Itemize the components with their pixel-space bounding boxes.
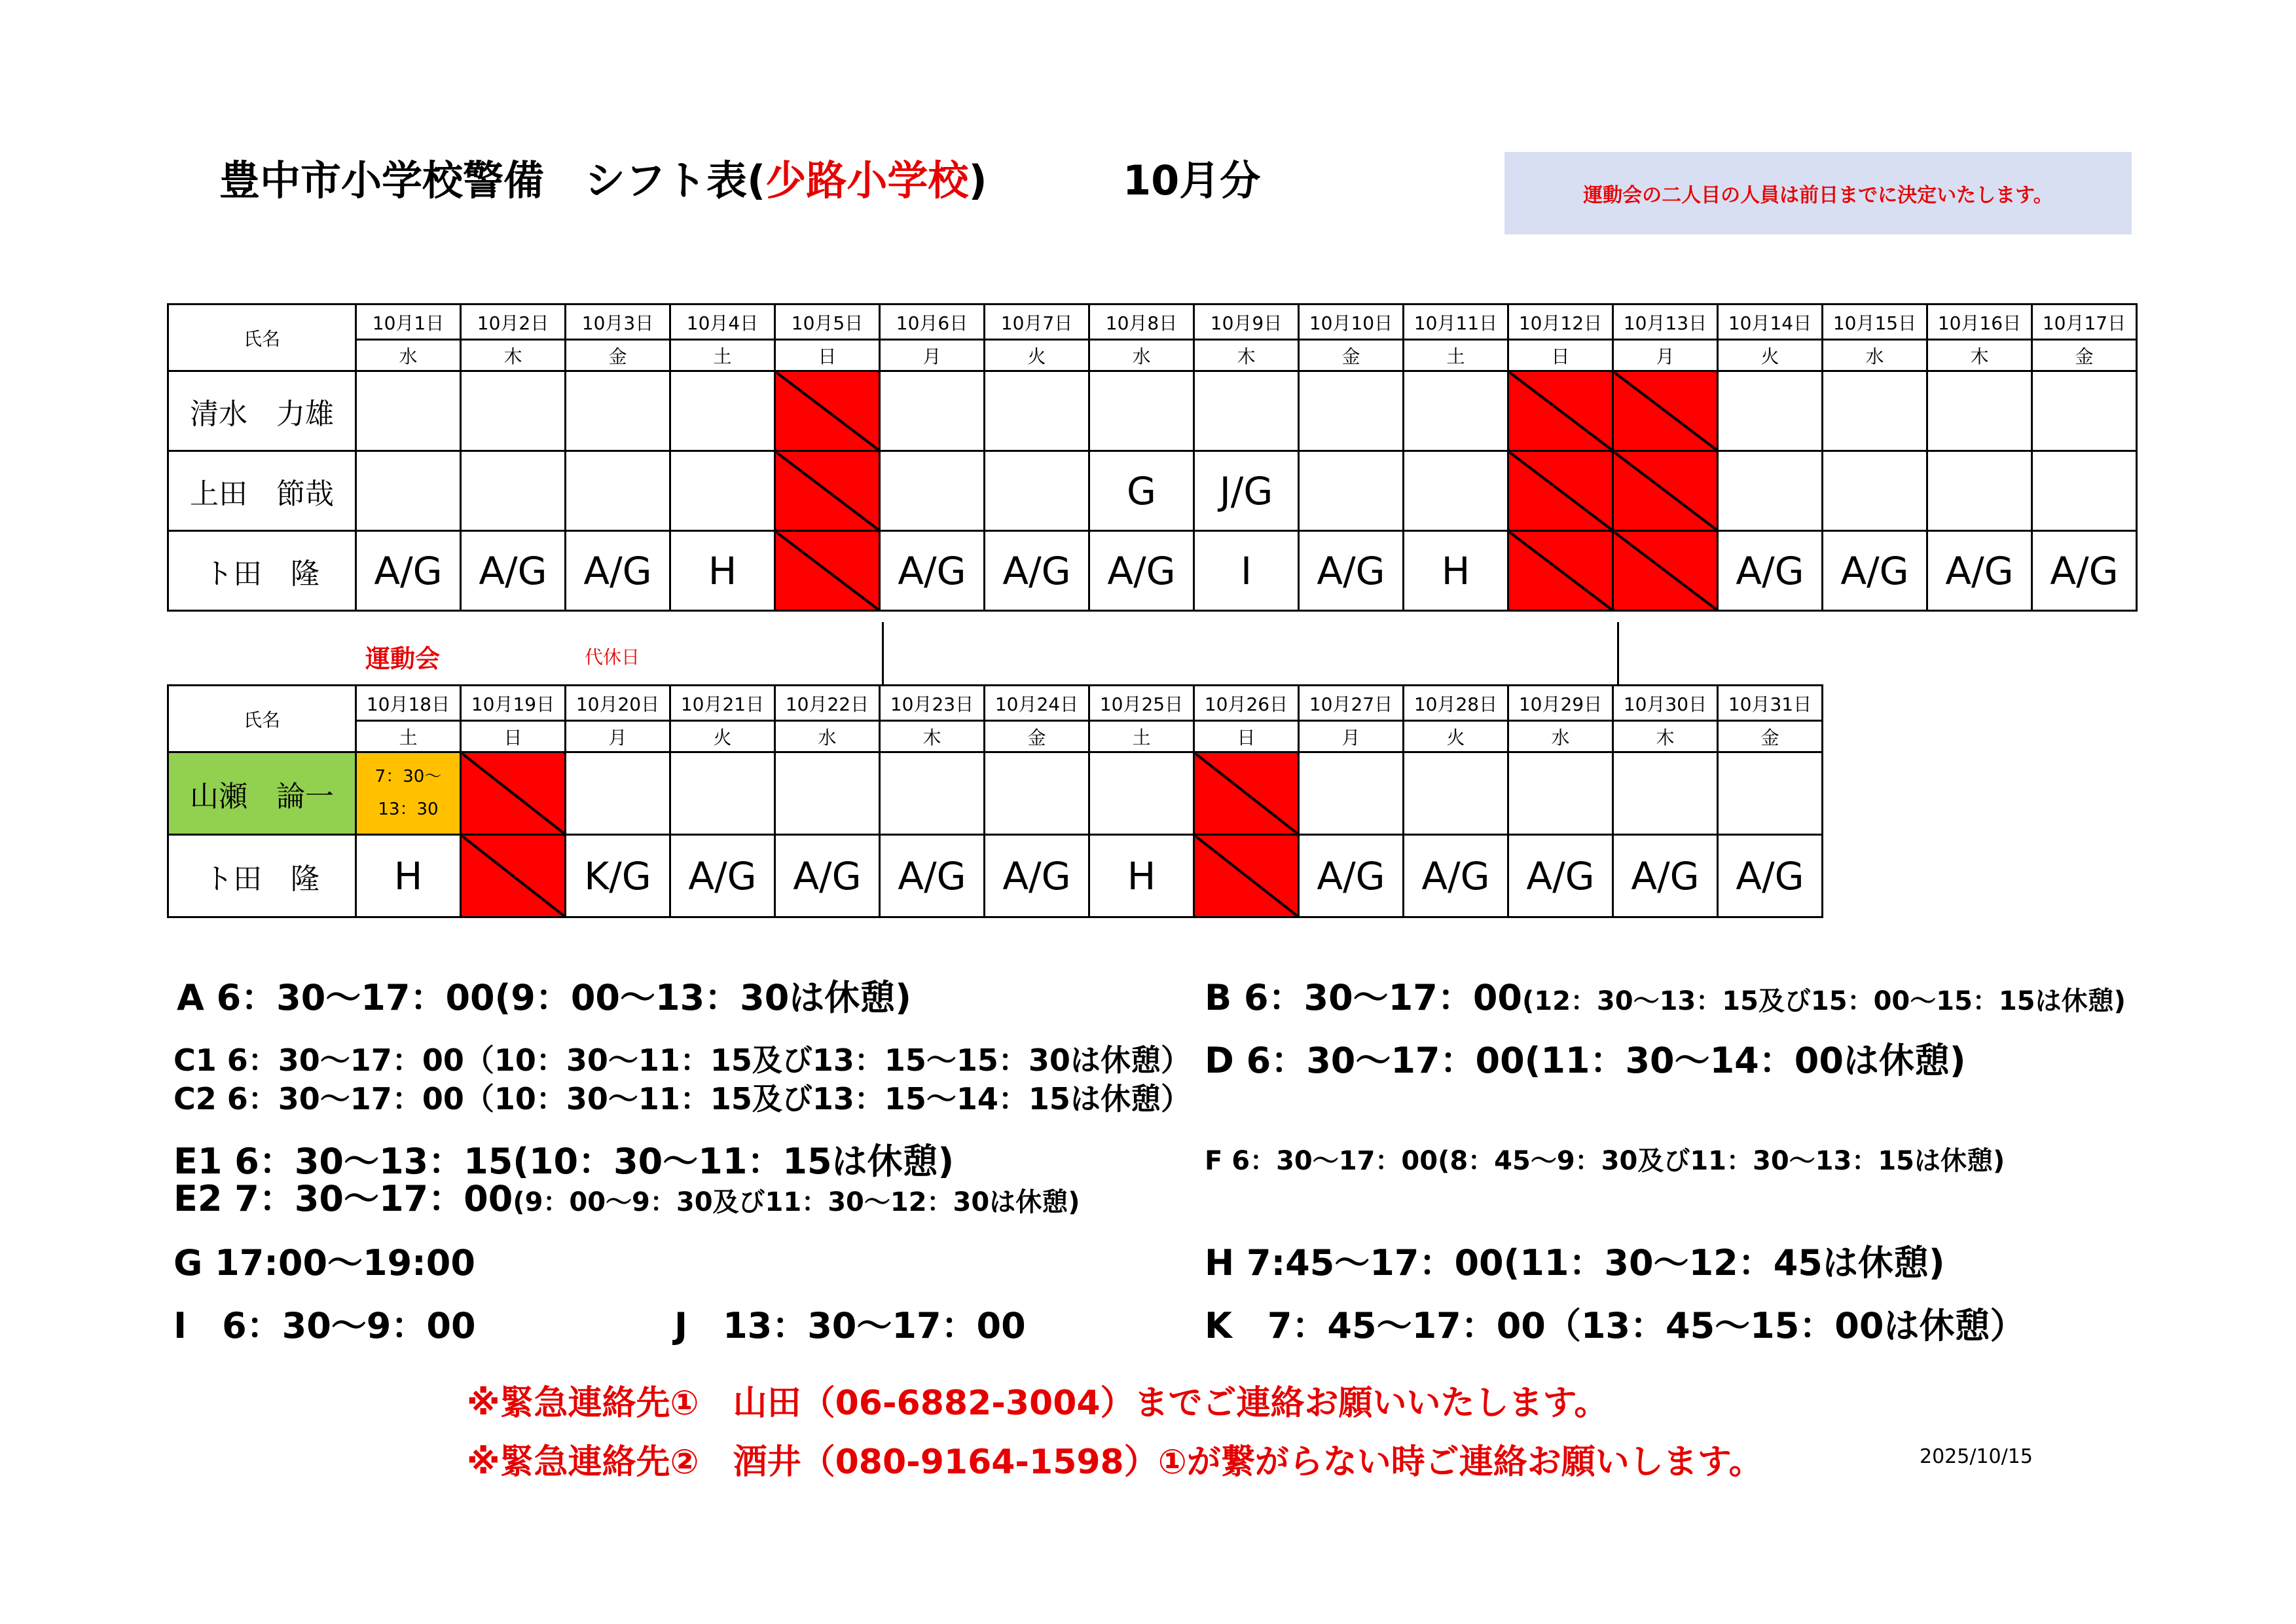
weekday-header: 水 [1089,340,1194,371]
shift-cell: G [1089,451,1194,531]
shift-cell [670,752,775,835]
staff-row [168,371,2137,451]
page-title [219,157,1261,204]
date-header: 10月6日 [880,304,985,340]
legend-k: K 7：45～17：00（13：45～15：00は休憩） [1205,1305,2026,1346]
date-header: 10月18日 [356,686,461,721]
legend-c1: C1 6：30～17：00（10：30～11：15及び13：15～15：30は休憩） [173,1043,1191,1078]
shift-cell: A/G [1718,531,1823,611]
shift-cell: A/G [356,531,461,611]
shift-cell [356,371,461,451]
date-header: 10月19日 [461,686,566,721]
shift-cell [1089,752,1194,835]
date-header: 10月3日 [566,304,670,340]
weekday-header: 月 [880,340,985,371]
date-header: 10月10日 [1299,304,1404,340]
weekday-header: 木 [461,340,566,371]
staff-row [168,451,2137,531]
shift-cell [880,752,985,835]
shift-cell [1089,371,1194,451]
shift-cell: A/G [1613,835,1718,917]
shift-cell [566,752,670,835]
shift-cell [1927,371,2032,451]
shift-cell [1823,451,1927,531]
legend-h: H 7:45～17：00(11：30～12：45は休憩) [1205,1242,1945,1283]
day-off-cell [775,531,880,611]
day-off-cell [1508,371,1613,451]
shift-cell: A/G [1299,835,1404,917]
day-off-cell [1613,451,1718,531]
shift-cell [461,371,566,451]
shift-cell [1299,451,1404,531]
legend-e1: E1 6：30～13：15(10：30～11：15は休憩) [173,1141,955,1182]
weekday-header: 土 [670,340,775,371]
legend-j: J 13：30～17：00 [674,1305,1026,1346]
date-header: 10月30日 [1613,686,1718,721]
weekday-header: 土 [356,721,461,752]
shift-cell: A/G [566,531,670,611]
shift-cell [1404,371,1508,451]
weekday-header: 日 [1508,340,1613,371]
date-header: 10月2日 [461,304,566,340]
date-header: 10月17日 [2032,304,2137,340]
date-header: 10月13日 [1613,304,1718,340]
date-header: 10月26日 [1194,686,1299,721]
shift-cell [1404,451,1508,531]
weekday-header: 木 [1613,721,1718,752]
shift-cell [1927,451,2032,531]
divider-line [1617,622,1619,684]
shift-cell [880,371,985,451]
day-off-cell [1613,531,1718,611]
shift-cell: A/G [670,835,775,917]
legend-a: A 6：30～17：00(9：00～13：30は休憩) [177,977,911,1018]
shift-cell [670,371,775,451]
date-header: 10月29日 [1508,686,1613,721]
shift-cell [1718,752,1823,835]
shift-cell: A/G [1823,531,1927,611]
weekday-header: 土 [1404,340,1508,371]
shift-cell [566,371,670,451]
shift-cell: A/G [985,531,1089,611]
date-header: 10月16日 [1927,304,2032,340]
emergency-contact-2: ※緊急連絡先② 酒井（080-9164-1598）①が繋がらない時ご連絡お願いします。 [467,1443,1763,1482]
title-prefix: 豊中市小学校警備 シフト表( [219,157,766,204]
legend-b-note: (12：30～13：15及び15：00～15：15は休憩) [1522,986,2126,1016]
notice-box [1504,152,2132,234]
shift-cell [2032,371,2137,451]
shift-cell: H [356,835,461,917]
staff-name: 清水 力雄 [168,371,356,451]
shift-cell [1404,752,1508,835]
date-header: 10月15日 [1823,304,1927,340]
date-header: 10月25日 [1089,686,1194,721]
title-suffix: ) [968,157,987,204]
emergency-contact-1: ※緊急連絡先① 山田（06-6882-3004）までご連絡お願いいたします。 [467,1384,1609,1423]
legend-b-main: B 6：30～17：00 [1205,977,1522,1018]
shift-cell [1718,371,1823,451]
weekday-header: 月 [566,721,670,752]
shift-cell [1299,752,1404,835]
legend-c2: C2 6：30～17：00（10：30～11：15及び13：15～14：15は休憩） [173,1081,1191,1116]
weekday-header: 水 [1823,340,1927,371]
shift-cell: A/G [985,835,1089,917]
date-header: 10月20日 [566,686,670,721]
weekday-header: 木 [1194,340,1299,371]
shift-cell [566,451,670,531]
weekday-header: 木 [1927,340,2032,371]
shift-cell: H [1089,835,1194,917]
date-header: 10月4日 [670,304,775,340]
title-month: 10月分 [1123,157,1261,204]
shift-table-second-half [167,684,1823,918]
shift-cell: A/G [880,835,985,917]
shift-cell [1718,451,1823,531]
shift-cell: A/G [461,531,566,611]
shift-cell: A/G [1508,835,1613,917]
legend-d: D 6：30～17：00(11：30～14：00は休憩) [1205,1040,1966,1081]
day-off-cell [1508,451,1613,531]
weekday-header: 日 [461,721,566,752]
weekday-header: 金 [2032,340,2137,371]
date-header: 10月23日 [880,686,985,721]
weekday-header: 金 [1718,721,1823,752]
date-header: 10月14日 [1718,304,1823,340]
day-off-cell [775,371,880,451]
shift-cell: A/G [1089,531,1194,611]
legend-e2 [173,1178,1080,1219]
shift-cell: I [1194,531,1299,611]
shift-cell [1299,371,1404,451]
shift-cell: A/G [1299,531,1404,611]
staff-row [168,835,1823,917]
shift-cell [880,451,985,531]
shift-cell [985,451,1089,531]
legend-i: I 6：30～9：00 [173,1305,476,1346]
shift-cell: A/G [1927,531,2032,611]
date-header: 10月27日 [1299,686,1404,721]
legend-f: F 6：30～17：00(8：45～9：30及び11：30～13：15は休憩) [1205,1146,2005,1176]
date-header: 10月5日 [775,304,880,340]
day-off-cell [1613,371,1718,451]
sports-day-label: 運動会 [365,644,441,673]
shift-cell [461,451,566,531]
shift-cell: J/G [1194,451,1299,531]
weekday-header: 金 [1299,340,1404,371]
legend-b [1205,977,2126,1018]
date-header: 10月28日 [1404,686,1508,721]
weekday-header: 金 [566,340,670,371]
shift-cell [1613,752,1718,835]
shift-cell [356,451,461,531]
weekday-header: 火 [1404,721,1508,752]
date-header: 10月24日 [985,686,1089,721]
weekday-header: 土 [1089,721,1194,752]
shift-cell: A/G [1404,835,1508,917]
staff-row [168,531,2137,611]
document-date: 2025/10/15 [1920,1445,2033,1468]
weekday-header: 火 [985,340,1089,371]
shift-cell: H [670,531,775,611]
date-header: 10月31日 [1718,686,1823,721]
staff-name: 上田 節哉 [168,451,356,531]
weekday-header: 火 [670,721,775,752]
date-header: 10月11日 [1404,304,1508,340]
day-off-cell [1508,531,1613,611]
weekday-header: 月 [1299,721,1404,752]
shift-cell [1823,371,1927,451]
date-header: 10月22日 [775,686,880,721]
day-off-cell [461,835,566,917]
legend-e2-main: E2 7：30～17：00 [173,1178,513,1219]
shift-cell: A/G [2032,531,2137,611]
day-off-cell [461,752,566,835]
shift-cell: A/G [1718,835,1823,917]
date-header: 10月21日 [670,686,775,721]
staff-name: 山瀬 論一 [168,752,356,835]
day-off-cell [1194,835,1299,917]
shift-cell [1194,371,1299,451]
shift-table-first-half [167,303,2138,612]
weekday-header: 水 [1508,721,1613,752]
weekday-header: 日 [775,340,880,371]
weekday-header: 火 [1718,340,1823,371]
shift-cell [775,752,880,835]
name-header: 氏名 [168,304,356,371]
weekday-header: 木 [880,721,985,752]
shift-cell [985,752,1089,835]
title-school: 少路小学校 [765,157,969,204]
shift-cell [1508,752,1613,835]
weekday-header: 水 [775,721,880,752]
shift-cell [985,371,1089,451]
weekday-header: 月 [1613,340,1718,371]
date-header: 10月9日 [1194,304,1299,340]
staff-name: ト田 隆 [168,835,356,917]
shift-cell [2032,451,2137,531]
shift-cell [670,451,775,531]
date-header: 10月8日 [1089,304,1194,340]
name-header: 氏名 [168,686,356,752]
date-header: 10月12日 [1508,304,1613,340]
date-header: 10月7日 [985,304,1089,340]
legend-g: G 17:00～19:00 [173,1242,475,1283]
shift-time-cell: 7：30～ 13：30 [356,752,461,835]
shift-cell: K/G [566,835,670,917]
legend-e2-note: (9：00～9：30及び11：30～12：30は休憩) [513,1187,1080,1217]
day-off-cell [1194,752,1299,835]
shift-cell: A/G [880,531,985,611]
shift-cell: H [1404,531,1508,611]
day-off-cell [775,451,880,531]
substitute-holiday-label: 代休日 [585,646,640,668]
notice-text: 運動会の二人目の人員は前日までに決定いたします。 [1583,184,2053,207]
weekday-header: 金 [985,721,1089,752]
staff-row [168,752,1823,835]
weekday-header: 水 [356,340,461,371]
divider-line [882,622,884,684]
date-header: 10月1日 [356,304,461,340]
staff-name: ト田 隆 [168,531,356,611]
shift-cell: A/G [775,835,880,917]
weekday-header: 日 [1194,721,1299,752]
